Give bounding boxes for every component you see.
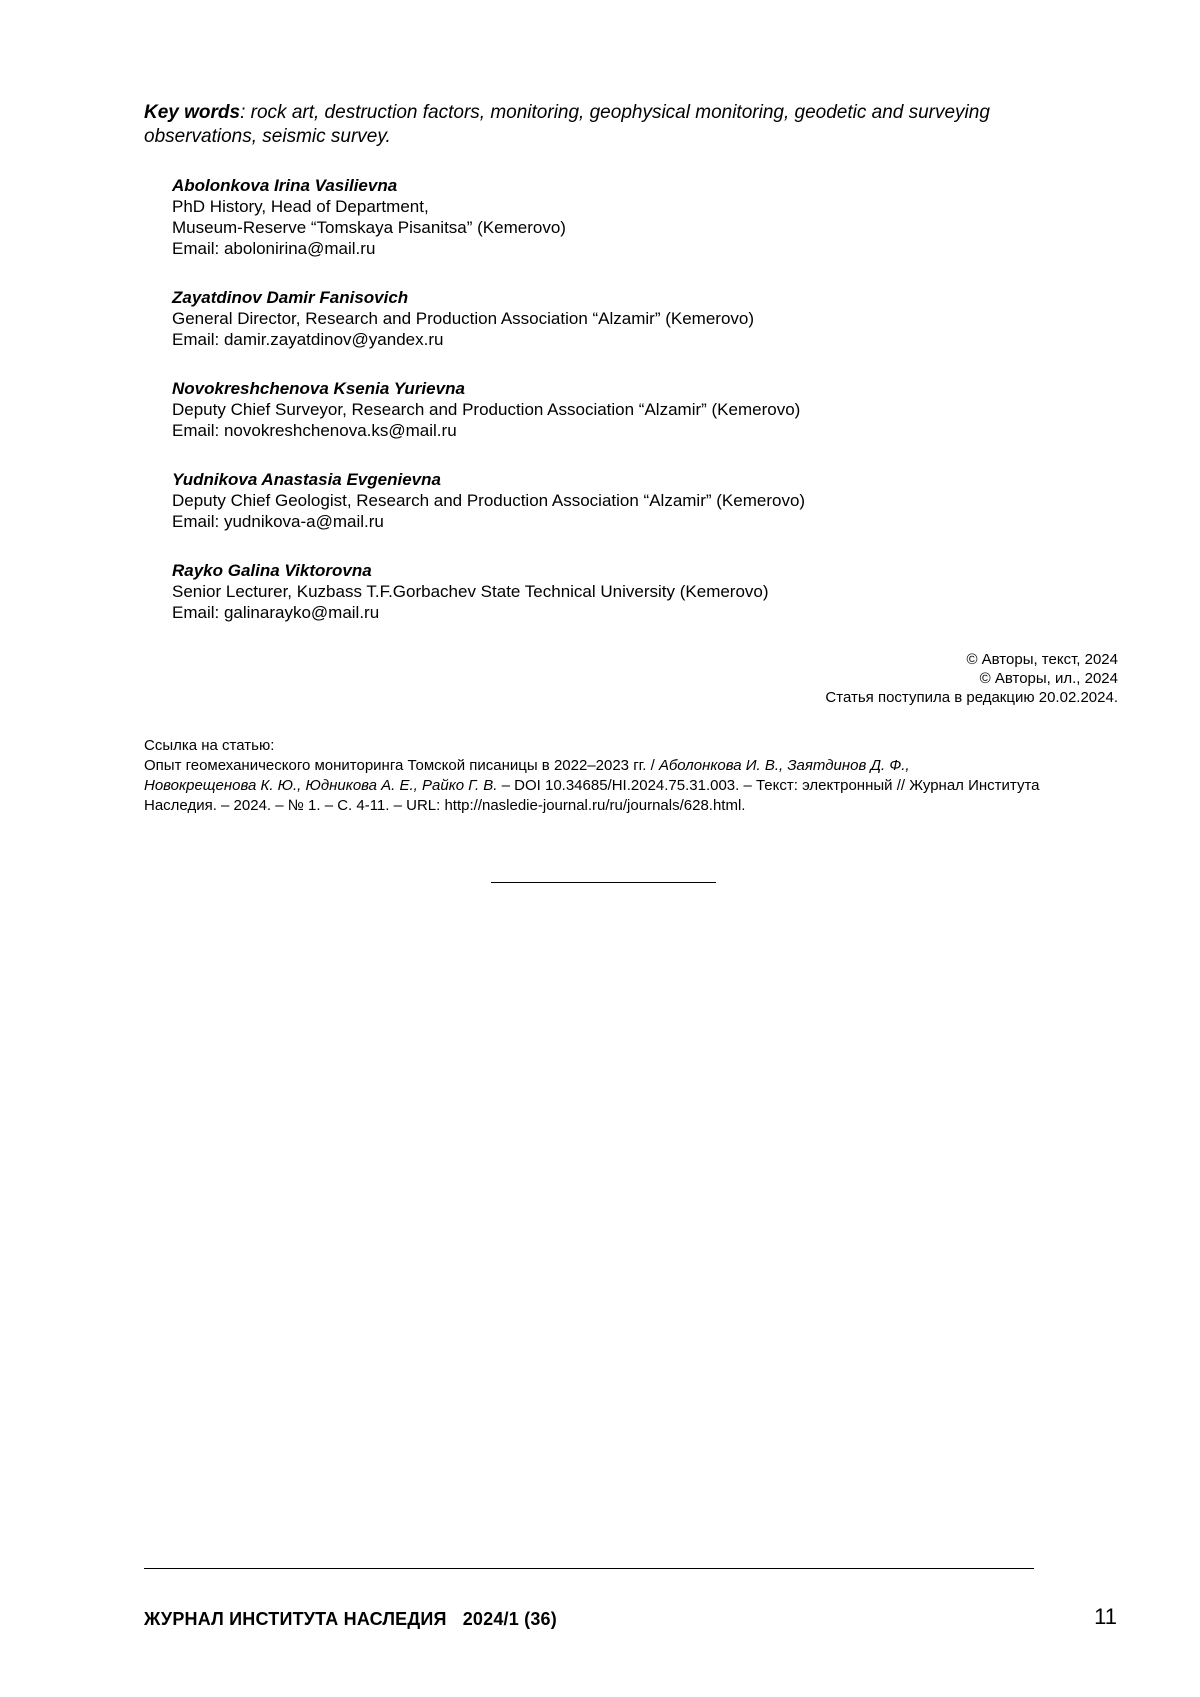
- author-position: General Director, Research and Production Association “Alzamir” (Kemerovo): [172, 309, 755, 328]
- section-divider: [491, 882, 716, 883]
- author-email[interactable]: Email: galinarayko@mail.ru: [172, 603, 380, 622]
- author-affiliation: Museum-Reserve “Tomskaya Pisanitsa” (Kemerovo): [172, 218, 566, 237]
- citation-url[interactable]: Наследия. – 2024. – № 1. – С. 4-11. – URL: http://nasledie-journal.ru/ru/journals/628.html.: [144, 797, 746, 814]
- author-name: Abolonkova Irina Vasilievna: [172, 176, 398, 195]
- author-name: Novokreshchenova Ksenia Yurievna: [172, 379, 465, 398]
- journal-issue: 2024/1 (36): [462, 1609, 557, 1629]
- author-email[interactable]: Email: abolonirina@mail.ru: [172, 239, 376, 258]
- author-block: [172, 469, 1072, 532]
- keywords-paragraph: [144, 101, 1064, 149]
- citation-label: Ссылка на статью:: [144, 737, 275, 754]
- copyright-illustrations: © Авторы, ил., 2024: [979, 670, 1118, 687]
- author-email[interactable]: Email: damir.zayatdinov@yandex.ru: [172, 330, 444, 349]
- citation-doi: – DOI 10.34685/HI.2024.75.31.003. – Текст: электронный // Журнал Института: [497, 777, 1040, 794]
- author-email[interactable]: Email: yudnikova-a@mail.ru: [172, 512, 384, 531]
- copyright-block: [825, 650, 1118, 707]
- citation-block: [144, 736, 1124, 816]
- author-position: Senior Lecturer, Kuzbass T.F.Gorbachev State Technical University (Kemerovo): [172, 582, 769, 601]
- citation-authors-continued: Новокрещенова К. Ю., Юдникова А. Е., Райко Г. В.: [144, 777, 498, 794]
- author-block: [172, 560, 1072, 623]
- author-name: Yudnikova Anastasia Evgenievna: [172, 470, 441, 489]
- journal-name: ЖУРНАЛ ИНСТИТУТА НАСЛЕДИЯ: [144, 1609, 447, 1629]
- citation-authors: Аболонкова И. В., Заятдинов Д. Ф.,: [658, 757, 910, 774]
- copyright-text: © Авторы, текст, 2024: [966, 651, 1118, 668]
- author-position: Deputy Chief Geologist, Research and Production Association “Alzamir” (Kemerovo): [172, 491, 806, 510]
- author-position: PhD History, Head of Department,: [172, 197, 429, 216]
- author-name: Rayko Galina Viktorovna: [172, 561, 372, 580]
- author-block: [172, 378, 1072, 441]
- author-position: Deputy Chief Surveyor, Research and Production Association “Alzamir” (Kemerovo): [172, 400, 801, 419]
- citation-title: Опыт геомеханического мониторинга Томской писаницы в 2022–2023 гг. /: [144, 757, 659, 774]
- received-date: Статья поступила в редакцию 20.02.2024.: [825, 689, 1118, 706]
- journal-footer: [144, 1609, 557, 1630]
- author-block: [172, 287, 1072, 350]
- author-email[interactable]: Email: novokreshchenova.ks@mail.ru: [172, 421, 457, 440]
- keywords-label: Key words: [144, 102, 241, 123]
- footer-rule: [144, 1568, 1034, 1569]
- author-name: Zayatdinov Damir Fanisovich: [172, 288, 409, 307]
- page-number: 11: [1094, 1604, 1117, 1629]
- author-block: [172, 175, 1072, 259]
- keywords-text: : rock art, destruction factors, monitoring, geophysical monitoring, geodetic and surveying observations, seismic survey.: [144, 102, 990, 147]
